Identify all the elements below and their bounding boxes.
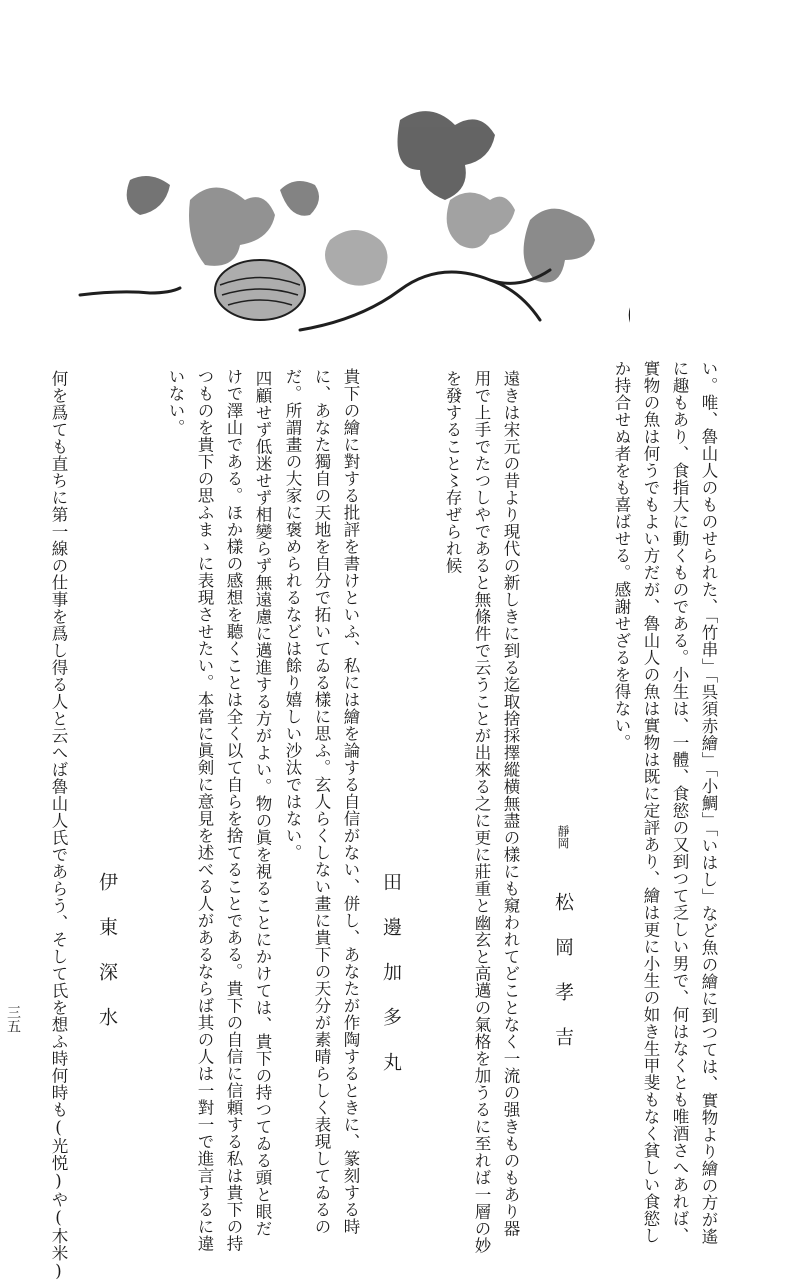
letter3-line-7: いない。 bbox=[166, 368, 185, 436]
letter3-line-2: に、あなた獨自の天地を自分で拓いてゐる樣に思ふ。玄人らくしない畫に貴下の天分が素晴らしく表現してゐるの bbox=[312, 368, 331, 1235]
letter2-signature: 田邊加多丸 bbox=[380, 872, 402, 1097]
letter3-line-1: 貴下の繪に對する批評を書けといふ、私には繪を論する自信がない、併し、あなたが作陶するときに、篆刻する時 bbox=[341, 368, 360, 1235]
letter1-line-2: に趣もあり、食指大に動くものである。小生は、一體、食慾の又到つて乏しい男で、何はなくとも唯酒さへあれば、 bbox=[670, 360, 689, 1244]
letter4-line-1: 何を爲ても直ちに第一線の仕事を爲し得る人と云へば魯山人氏であらう、そして氏を想ふ時何時も(光悦)や(木米) bbox=[49, 370, 68, 1281]
letter1-line-1: い。唯、魯山人のものせられた、「竹串」「呉須赤繪」「小鯛」「いはし」など魚の繪に到つては、實物より繪の方が遙 bbox=[699, 360, 718, 1245]
letter2-line-3: を發すること〻存ぜられ候 bbox=[443, 370, 462, 574]
letter2-line-1: 遠きは宋元の昔より現代の新しきに到る迄取捨採擇縱横無盡の樣にも窺われてどことなく一流の强きものもあり器 bbox=[501, 370, 520, 1237]
ink-illustration bbox=[70, 90, 630, 350]
letter1-line-3: 實物の魚は何うでもよい方だが、魯山人の魚は實物は既に定評あり、繪は更に小生の如き生甲斐もなく貧しい食慾し bbox=[641, 360, 660, 1244]
page-number: 三五 bbox=[5, 1005, 21, 1033]
letter1-signature bbox=[553, 825, 572, 1072]
basket-drawing bbox=[215, 260, 305, 320]
letter3-line-3: だ。所謂畫の大家に褒められるなどは餘り嬉しい沙汰ではない。 bbox=[283, 368, 302, 861]
letter3-line-6: つものを貴下の思ふまゝに表現させたい。本當に眞剣に意見を述べる人があるならば其の人は一對一で進言するに違 bbox=[195, 368, 214, 1252]
letter1-line-4: か持合せぬ者をも喜ばせる。感謝せざるを得ない。 bbox=[612, 360, 631, 751]
letter2-line-2: 用で上手でたつしやであると無條件で云うことが出來る之に更に莊重と幽玄と高邁の氣格を加うるに至れば一層の妙 bbox=[472, 370, 491, 1254]
letter3-signature: 伊東深水 bbox=[96, 872, 118, 1052]
signature-name: 松岡孝吉 bbox=[552, 892, 574, 1072]
letter3-line-5: けで澤山である。ほか樣の感想を聽くことは全く以て自らを捨てることである。貴下の自信に信頼する私は貴下の持 bbox=[224, 368, 243, 1252]
signature-place: 靜岡 bbox=[556, 825, 570, 849]
letter3-line-4: 四顧せず低迷せず相變らず無遠慮に邁進する方がよい。物の眞を視ることにかけては、貴下の持つてゐる頭と眼だ bbox=[253, 370, 272, 1237]
